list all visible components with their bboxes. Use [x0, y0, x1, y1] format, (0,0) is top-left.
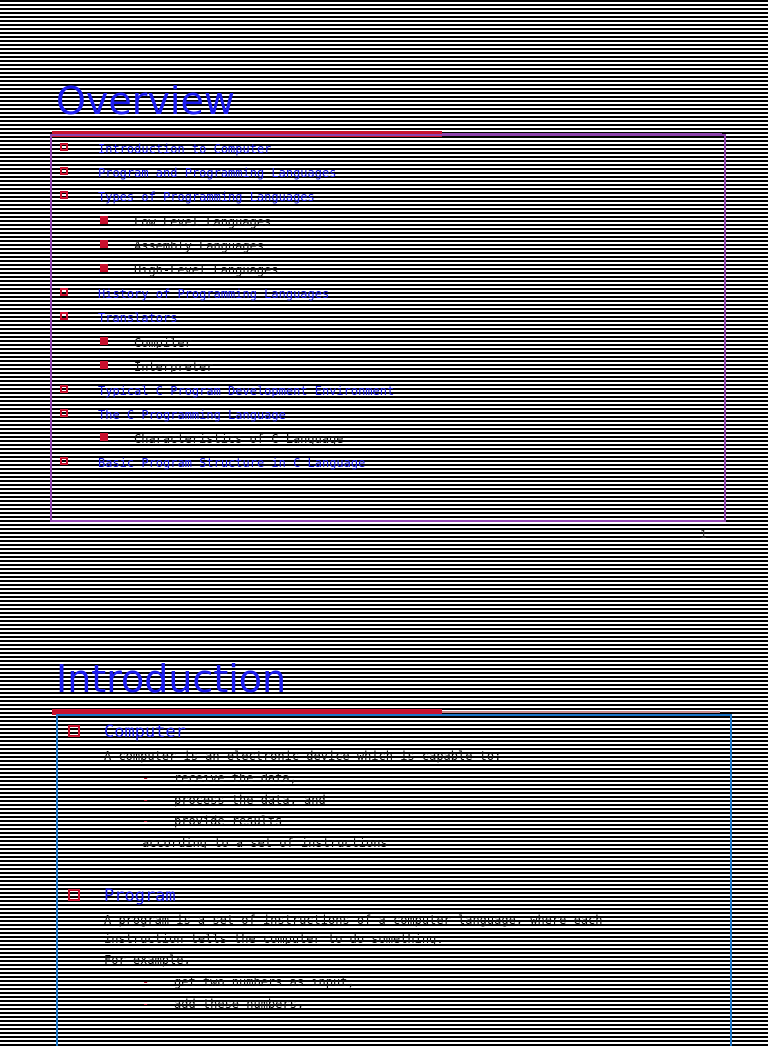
bullet-item	[66, 770, 726, 792]
hollow-square-bullet-icon	[60, 191, 68, 199]
sub-list-item	[58, 360, 718, 384]
list-item	[58, 456, 718, 480]
hollow-square-bullet-icon	[60, 288, 68, 296]
bullet-text: get two numbers as input,	[174, 975, 355, 989]
hollow-square-bullet-icon	[60, 167, 68, 175]
title-rule	[442, 711, 720, 713]
hollow-square-bullet-icon	[60, 409, 68, 417]
dash-bullet-icon: -	[142, 814, 150, 828]
filled-square-bullet-icon	[100, 337, 108, 345]
slide-title: Overview	[56, 79, 235, 123]
program-example-label: For example,	[104, 953, 191, 967]
program-heading-row	[66, 886, 726, 912]
list-item-text: Characteristics of C Language	[134, 432, 344, 447]
program-definition-line2: instruction tells the computer to do something.	[104, 932, 444, 946]
bullet-text: add these numbers,	[174, 996, 305, 1011]
list-item-text: Program and Programming Languages	[98, 166, 337, 181]
computer-definition: A computer is an electronic device which is capable to:	[104, 749, 502, 763]
filled-square-bullet-icon	[100, 216, 108, 224]
list-item-text: Compiler	[134, 335, 192, 350]
bullet-text: process the data, and	[174, 792, 326, 807]
hollow-square-bullet-icon	[68, 725, 80, 737]
list-item-text: The C Programming Language	[98, 408, 286, 423]
list-item	[58, 142, 718, 166]
list-item-text: High-Level Languages	[134, 262, 279, 277]
list-item	[58, 384, 718, 408]
filled-square-bullet-icon	[100, 264, 108, 272]
program-definition-line1: A program is a set of instructions of a computer language, where each	[104, 913, 603, 927]
computer-section	[66, 722, 726, 857]
slide-title: Introduction	[56, 657, 287, 701]
sub-list-item	[58, 239, 718, 263]
dash-bullet-icon: -	[142, 996, 150, 1011]
computer-heading-row	[66, 722, 726, 748]
dash-bullet-icon: -	[142, 792, 150, 807]
list-item-text: Basic Program Structure in C Language	[98, 456, 366, 471]
bullet-text: receive the data,	[174, 771, 297, 785]
filled-square-bullet-icon	[100, 361, 108, 369]
computer-closing: according to a set of instructions	[142, 835, 388, 850]
sub-list-item	[58, 215, 718, 239]
list-item	[58, 287, 718, 311]
dash-bullet-icon: -	[142, 771, 150, 785]
list-item	[58, 311, 718, 335]
page-number: 1	[700, 528, 707, 541]
bullet-item	[66, 974, 726, 996]
filled-square-bullet-icon	[100, 433, 108, 441]
sub-list-item	[58, 263, 718, 287]
sub-list-item	[58, 432, 718, 456]
bullet-text: provide results	[174, 814, 283, 828]
hollow-square-bullet-icon	[60, 385, 68, 393]
list-item-text: Assembly Languages	[134, 238, 265, 253]
filled-square-bullet-icon	[100, 240, 108, 248]
dash-bullet-icon: -	[142, 975, 150, 989]
hollow-square-bullet-icon	[60, 143, 68, 151]
sub-list-item	[58, 336, 718, 360]
program-bullets	[66, 974, 726, 1017]
list-item	[58, 166, 718, 190]
computer-bullets	[66, 770, 726, 835]
introduction-slide	[0, 640, 768, 1024]
list-item	[58, 190, 718, 214]
hollow-square-bullet-icon	[60, 457, 68, 465]
hollow-square-bullet-icon	[68, 889, 80, 901]
bullet-item	[66, 996, 726, 1018]
list-item-text: Types of Programming Languages	[98, 190, 315, 205]
program-heading: Program	[104, 886, 176, 906]
list-item-text: Typical C Program Development Environment	[98, 383, 395, 398]
program-section	[66, 886, 726, 1017]
list-item	[58, 408, 718, 432]
list-item-text: History of Programming Languages	[98, 287, 330, 302]
overview-list	[58, 142, 718, 481]
list-item-text: Interpreter	[134, 359, 214, 374]
list-item-text: Introduction to Computer	[98, 142, 272, 156]
list-item-text: Translators	[98, 311, 178, 326]
hollow-square-bullet-icon	[60, 312, 68, 320]
bullet-item	[66, 813, 726, 835]
list-item-text: Low Level Languages	[134, 214, 272, 229]
bullet-item	[66, 792, 726, 814]
computer-heading: Computer	[104, 722, 186, 742]
